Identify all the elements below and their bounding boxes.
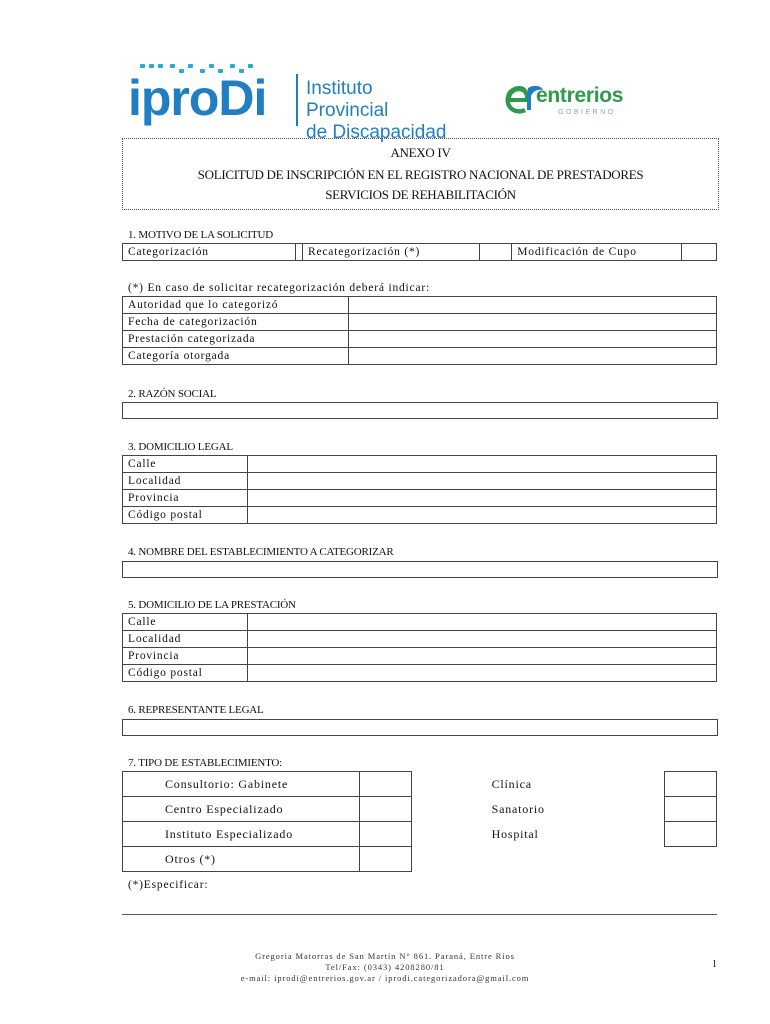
razon-social-field[interactable] [122, 402, 718, 419]
type-label: Hospital [411, 822, 664, 847]
type-label: Instituto Especializado [123, 822, 360, 847]
type-box[interactable] [664, 822, 716, 847]
row-field[interactable] [349, 331, 717, 348]
entrerios-logo [500, 80, 660, 120]
row-label: Código postal [123, 665, 248, 682]
row-field[interactable] [248, 490, 717, 507]
section-4-heading: 4. NOMBRE DEL ESTABLECIMIENTO A CATEGORIZAR [128, 546, 394, 558]
page-number: 1 [712, 959, 717, 970]
row-field[interactable] [349, 314, 717, 331]
ipro-org-line1: Instituto Provincial [306, 78, 389, 121]
footer-phone: Tel/Fax: (0343) 4208280/81 [325, 962, 445, 972]
row-field[interactable] [248, 507, 717, 524]
motive-table [122, 243, 717, 261]
ipro-wordmark [128, 68, 266, 128]
recategorization-note: (*) En caso de solicitar recategorización deberá indicar: [128, 282, 430, 294]
row-field[interactable] [248, 665, 717, 682]
row-field[interactable] [248, 456, 717, 473]
row-label: Autoridad que lo categorizó [123, 297, 349, 314]
type-label: Sanatorio [411, 797, 664, 822]
er-wordmark: entrerios [536, 84, 624, 107]
ipro-wordmark-text: iproDi [128, 70, 267, 126]
option-categorizacion-box[interactable] [296, 244, 303, 261]
annex-title: ANEXO IV [390, 145, 451, 160]
row-field[interactable] [248, 648, 717, 665]
type-box[interactable] [664, 797, 716, 822]
row-field[interactable] [248, 631, 717, 648]
option-categorizacion-label: Categorización [123, 244, 296, 261]
section-3-heading: 3. DOMICILIO LEGAL [128, 441, 233, 453]
establishment-type-table [122, 771, 717, 872]
specify-label: (*)Especificar: [128, 879, 209, 891]
row-label: Provincia [123, 490, 248, 507]
form-title-line1: SOLICITUD DE INSCRIPCIÓN EN EL REGISTRO NACIONAL DE PRESTADORES [197, 167, 644, 182]
form-title-line2: SERVICIOS DE REHABILITACIÓN [325, 187, 516, 202]
option-cupo-label: Modificación de Cupo [512, 244, 682, 261]
type-box[interactable] [359, 847, 411, 872]
section-1-heading: 1. MOTIVO DE LA SOLICITUD [128, 229, 274, 241]
establishment-name-field[interactable] [122, 561, 718, 578]
row-label: Localidad [123, 631, 248, 648]
er-sub: GOBIERNO [558, 109, 616, 116]
legal-address-table [122, 455, 717, 524]
type-box[interactable] [664, 772, 716, 797]
row-label: Código postal [123, 507, 248, 524]
type-box[interactable] [359, 822, 411, 847]
legal-representative-field[interactable] [122, 719, 718, 736]
footer-address: Gregoria Matorras de San Martín N° 861. Paraná, Entre Ríos [255, 951, 515, 961]
row-label: Fecha de categorización [123, 314, 349, 331]
row-label: Provincia [123, 648, 248, 665]
row-label: Localidad [123, 473, 248, 490]
specify-line[interactable] [122, 914, 717, 915]
row-label: Categoría otorgada [123, 348, 349, 365]
service-address-table [122, 613, 717, 682]
empty-cell [411, 847, 664, 872]
row-field[interactable] [248, 614, 717, 631]
type-box[interactable] [359, 797, 411, 822]
row-label: Prestación categorizada [123, 331, 349, 348]
row-field[interactable] [349, 297, 717, 314]
title-box [122, 138, 719, 210]
section-2-heading: 2. RAZÓN SOCIAL [128, 388, 217, 400]
type-label: Consultorio: Gabinete [123, 772, 360, 797]
row-field[interactable] [248, 473, 717, 490]
type-label: Otros (*) [123, 847, 360, 872]
type-label: Clínica [411, 772, 664, 797]
row-label: Calle [123, 456, 248, 473]
recategorization-table [122, 296, 717, 365]
type-label: Centro Especializado [123, 797, 360, 822]
option-recategorizacion-label: Recategorización (*) [303, 244, 480, 261]
row-label: Calle [123, 614, 248, 631]
type-box[interactable] [359, 772, 411, 797]
footer-email: e-mail: iprodi@entrerios.gov.ar / iprodi.categorizadora@gmail.com [240, 973, 530, 983]
section-6-heading: 6. REPRESENTANTE LEGAL [128, 704, 264, 716]
section-7-heading: 7. TIPO DE ESTABLECIMIENTO: [128, 757, 283, 769]
option-cupo-box[interactable] [681, 244, 716, 261]
ipro-org-line2: de Discapacidad [306, 122, 447, 143]
iprodi-logo [128, 60, 458, 143]
row-field[interactable] [349, 348, 717, 365]
section-5-heading: 5. DOMICILIO DE LA PRESTACIÓN [128, 599, 296, 611]
option-recategorizacion-box[interactable] [480, 244, 512, 261]
footer [0, 951, 770, 983]
ipro-divider [296, 74, 298, 126]
empty-cell [664, 847, 716, 872]
